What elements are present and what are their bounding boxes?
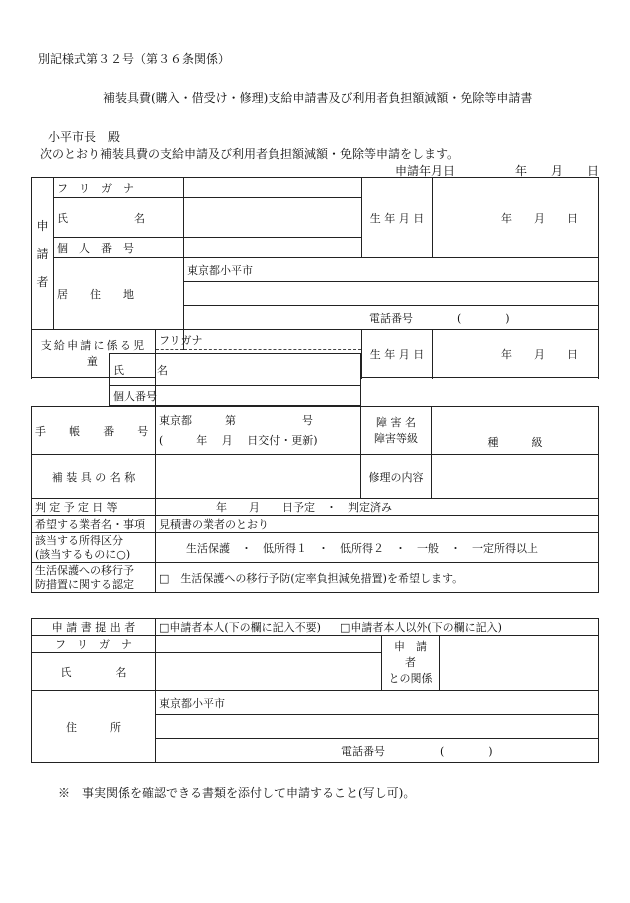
relation-label: 申 請 者 との関係: [382, 636, 440, 691]
handbook-field[interactable]: [156, 407, 361, 455]
applicant-birth-field[interactable]: 年 月 日: [433, 178, 599, 258]
form-number: 別記様式第３２号（第３６条関係）: [38, 52, 231, 66]
handbook-line1: 東京都 第 号: [159, 413, 313, 427]
submitter-furigana-label: フ リ ガ ナ: [32, 636, 156, 653]
transition-label-line1: 生活保護への移行予: [35, 563, 134, 577]
child-furigana-field[interactable]: [184, 330, 362, 350]
submitter-option-other[interactable]: □申請者本人以外(下の欄に記入): [339, 621, 502, 634]
child-name-field[interactable]: [156, 354, 361, 386]
details-table: [31, 406, 599, 593]
submitter-address-line1[interactable]: 東京都小平市: [156, 691, 599, 715]
device-name-field[interactable]: [156, 455, 361, 499]
applicant-birth-label: 生 年 月 日: [362, 178, 433, 258]
submitter-address-label: 住 所: [32, 691, 156, 763]
transition-label: [32, 563, 156, 593]
handbook-label: 手 帳 番 号: [32, 407, 156, 455]
submitter-options[interactable]: [156, 619, 599, 636]
disability-label: 障 害 名 障害等級: [361, 407, 432, 455]
intro-text: 次のとおり補装具費の支給申請及び利用者負担額減額・免除等申請をします。: [40, 147, 460, 161]
submitter-label: 申 請 書 提 出 者: [32, 619, 156, 636]
applicant-section-label: 申請者: [32, 178, 54, 330]
repair-label: 修理の内容: [361, 455, 432, 499]
income-field[interactable]: 生活保護 ・ 低所得１ ・ 低所得２ ・ 一般 ・ 一定所得以上: [156, 533, 599, 563]
applicant-phone[interactable]: 電話番号 ( ): [184, 306, 599, 330]
submitter-table: [31, 618, 599, 763]
child-personal-no-field[interactable]: [156, 386, 361, 406]
addressee: 小平市長 殿: [48, 130, 121, 144]
submitter-furigana-field[interactable]: [156, 636, 382, 653]
income-label-line2: (該当するものに○): [35, 547, 131, 561]
submitter-phone[interactable]: 電話番号 ( ): [156, 739, 599, 763]
child-birth-field[interactable]: 年 月 日: [433, 330, 599, 378]
child-section-label: 支給申請に係る児童: [32, 330, 156, 378]
vendor-label: 希望する業者名・事項: [32, 516, 156, 533]
applicant-personal-no-label: 個 人 番 号: [54, 238, 184, 258]
footnote: ※ 事実関係を確認できる書類を添付して申請すること(写し可)。: [58, 786, 416, 800]
applicant-furigana-label: フ リ ガ ナ: [54, 178, 184, 198]
child-name-label: 氏 名: [110, 354, 156, 386]
applicant-address-label: 居 住 地: [54, 258, 184, 330]
judgement-date-label: 判定予定日等: [32, 499, 156, 516]
applicant-name-field[interactable]: [184, 198, 362, 238]
form-title: 補装具費(購入・借受け・修理)支給申請書及び利用者負担額減額・免除等申請書: [103, 91, 533, 105]
application-table: [31, 177, 599, 378]
transition-label-line2: 防措置に関する認定: [35, 577, 134, 591]
relation-field[interactable]: [440, 636, 599, 691]
judgement-date-field[interactable]: 年 月 日予定 ・ 判定済み: [156, 499, 599, 516]
child-birth-label: 生 年 月 日: [362, 330, 433, 378]
disability-grade-field[interactable]: 種 級: [432, 407, 599, 455]
transition-field[interactable]: □ 生活保護への移行予防(定率負担減免措置)を希望します。: [156, 563, 599, 593]
submitter-name-label: 氏 名: [32, 653, 156, 691]
application-date: 申請年月日 年 月 日: [395, 164, 600, 178]
applicant-personal-no-field[interactable]: [184, 238, 362, 258]
applicant-address-line2[interactable]: [184, 282, 599, 306]
vendor-field[interactable]: 見積書の業者のとおり: [156, 516, 599, 533]
child-furigana-label: フリガナ: [156, 330, 184, 350]
handbook-line2: ( 年 月 日交付・更新): [159, 433, 318, 447]
applicant-name-label: 氏 名: [54, 198, 184, 238]
income-label: [32, 533, 156, 563]
income-label-line1: 該当する所得区分: [35, 533, 123, 547]
submitter-address-line2[interactable]: [156, 715, 599, 739]
submitter-name-field[interactable]: [156, 653, 382, 691]
applicant-address-line1[interactable]: 東京都小平市: [184, 258, 599, 282]
child-rows: [109, 353, 361, 406]
repair-field[interactable]: [432, 455, 599, 499]
applicant-furigana-field[interactable]: [184, 178, 362, 198]
child-personal-no-label: 個人番号: [110, 386, 156, 406]
device-name-label: 補 装 具 の 名 称: [32, 455, 156, 499]
submitter-option-self[interactable]: □申請者本人(下の欄に記入不要): [159, 621, 321, 634]
